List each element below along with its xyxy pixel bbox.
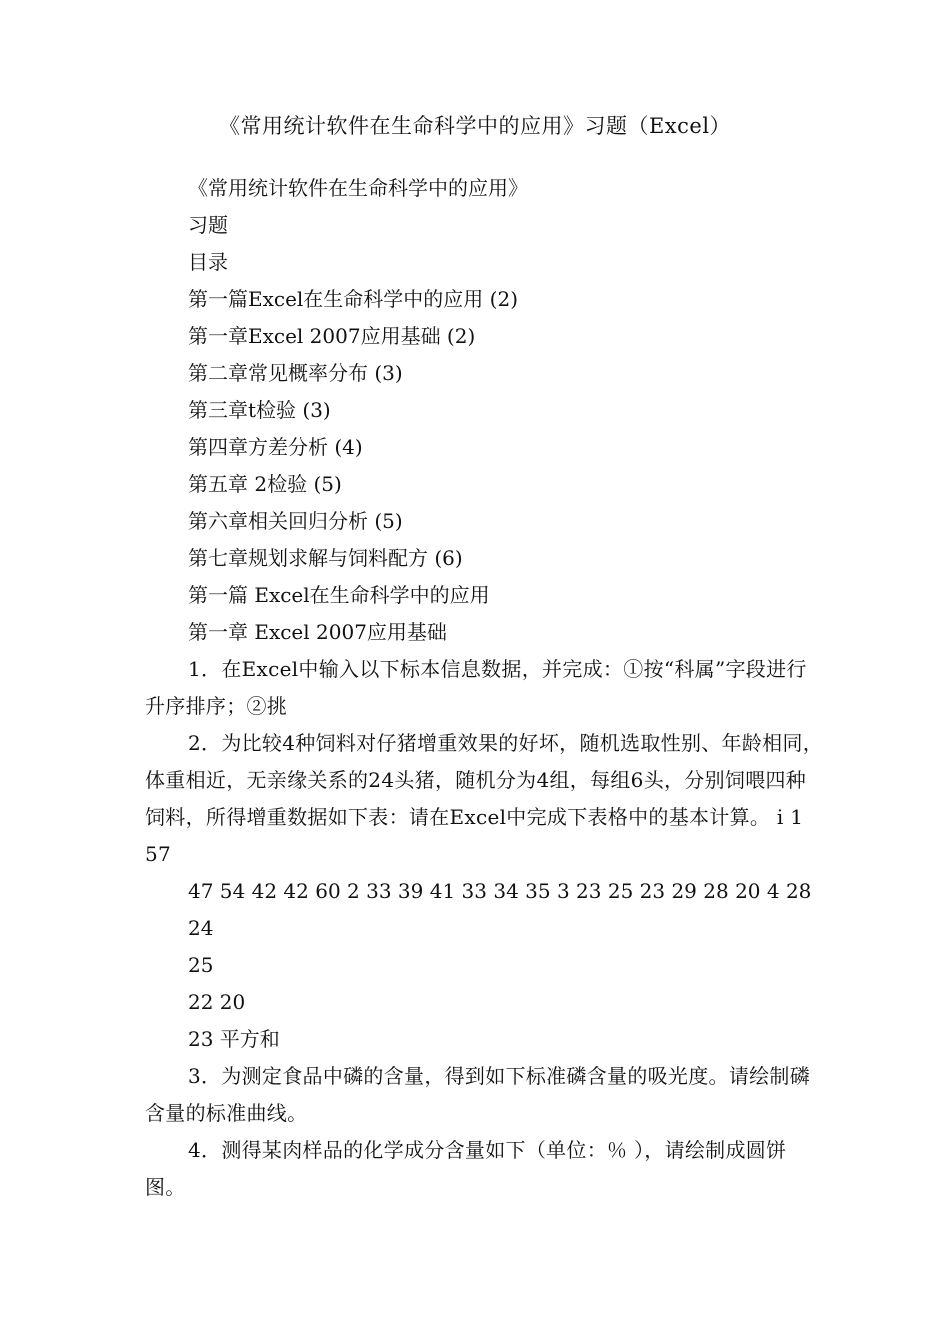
data-line: 24 bbox=[188, 916, 214, 940]
toc-entry-chapter-3: 第三章t检验 (3) bbox=[188, 398, 331, 422]
document-title: 《常用统计软件在生命科学中的应用》习题（Excel） bbox=[218, 114, 732, 138]
chapter-1-heading: 第一章 Excel 2007应用基础 bbox=[188, 620, 447, 644]
text-line-exercises: 习题 bbox=[188, 213, 228, 237]
question-4: 4．测得某肉样品的化学成分含量如下（单位：％ ），请绘制成圆饼图。 bbox=[145, 1138, 787, 1199]
toc-entry-chapter-2: 第二章常见概率分布 (3) bbox=[188, 361, 403, 385]
question-1: 1．在Excel中输入以下标本信息数据，并完成：①按“科属”字段进行升序排序；②挑 bbox=[145, 657, 807, 718]
part-1-heading: 第一篇 Excel在生命科学中的应用 bbox=[188, 583, 490, 607]
document-body bbox=[145, 170, 825, 1206]
data-line: 47 54 42 42 60 2 33 39 41 33 34 35 3 23 25 23 29 28 20 4 28 bbox=[188, 879, 812, 903]
toc-entry-chapter-6: 第六章相关回归分析 (5) bbox=[188, 509, 403, 533]
text-line-book-title: 《常用统计软件在生命科学中的应用》 bbox=[188, 176, 528, 200]
question-3: 3．为测定食品中磷的含量，得到如下标准磷含量的吸光度。请绘制磷含量的标准曲线。 bbox=[145, 1064, 811, 1125]
toc-entry-chapter-4: 第四章方差分析 (4) bbox=[188, 435, 363, 459]
data-line: 22 20 bbox=[188, 990, 246, 1014]
data-line: 23 平方和 bbox=[188, 1027, 280, 1051]
toc-entry-part-1: 第一篇Excel在生命科学中的应用 (2) bbox=[188, 287, 518, 311]
toc-entry-chapter-7: 第七章规划求解与饲料配方 (6) bbox=[188, 546, 463, 570]
toc-entry-chapter-1: 第一章Excel 2007应用基础 (2) bbox=[188, 324, 476, 348]
toc-entry-chapter-5: 第五章 2检验 (5) bbox=[188, 472, 342, 496]
data-line: 25 bbox=[188, 953, 214, 977]
toc-heading: 目录 bbox=[188, 250, 228, 274]
question-2: 2．为比较4种饲料对仔猪增重效果的好坏，随机选取性别、年龄相同，体重相近，无亲缘关系的24头猪，随机分为4组，每组6头，分别饲喂四种饲料，所得增重数据如下表：请在Excel中完成下表格中的基本计算。 i 1 57 bbox=[145, 731, 824, 866]
